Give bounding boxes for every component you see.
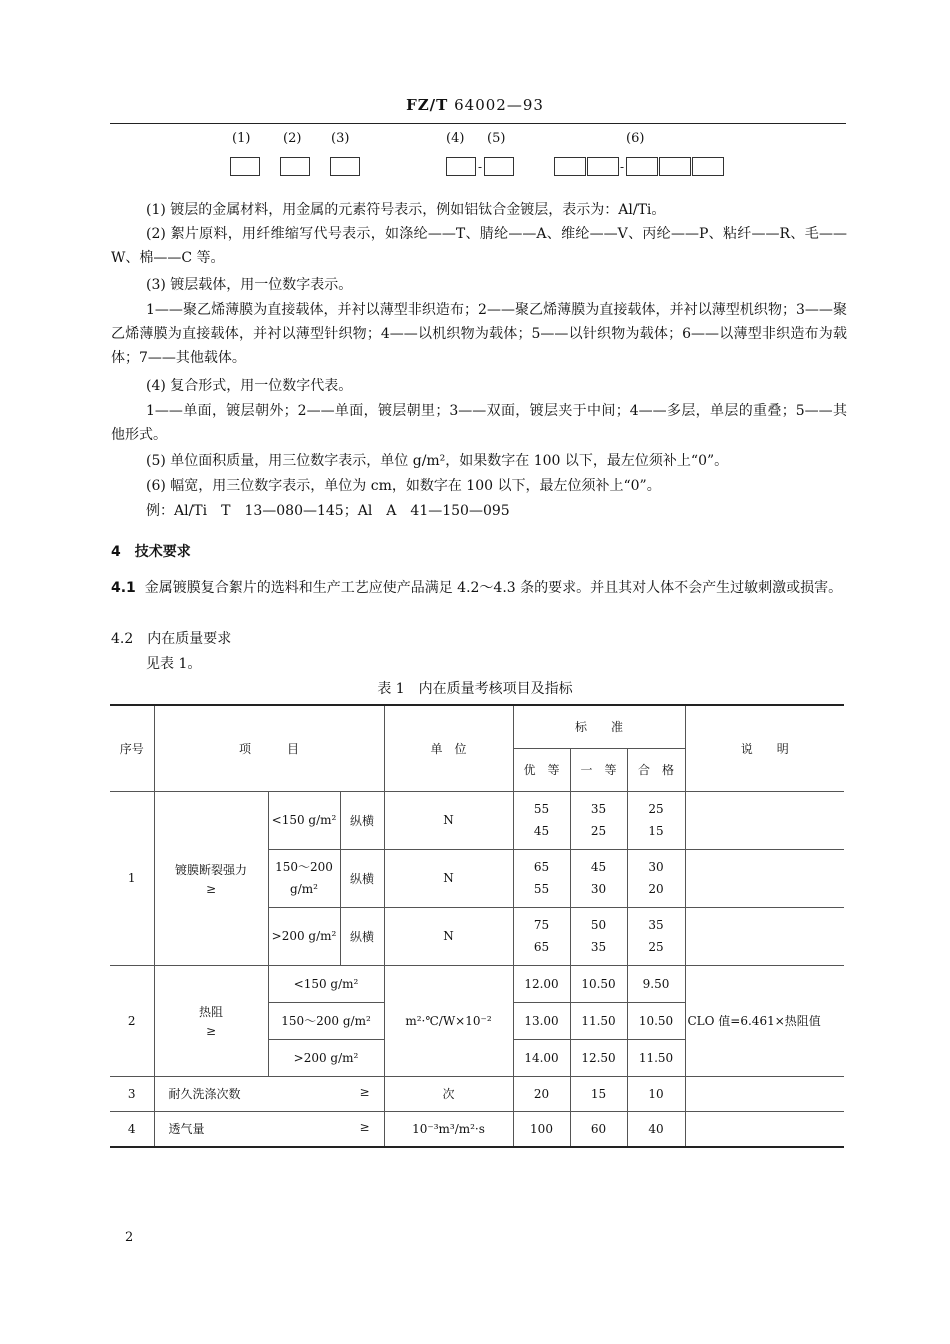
quality-table (110, 704, 844, 1148)
item-name: 镀膜断裂强力 (174, 862, 247, 877)
code-box-1 (230, 157, 260, 176)
code-separator: - (478, 160, 483, 174)
table-row (110, 1111, 844, 1147)
value: 15 (648, 824, 664, 838)
value-pass (627, 849, 685, 907)
note (685, 1111, 844, 1147)
header-item: 项 目 (154, 705, 384, 791)
unit: 次 (384, 1076, 513, 1111)
value: 30 (590, 882, 607, 896)
value-first (570, 849, 627, 907)
para-fiber-material: (2) 絮片原料，用纤维缩写代号表示，如涤纶——T、腈纶——A、维纶——V、丙纶——P、粘纤——R、毛——W、棉——C 等。 (111, 226, 847, 266)
item-name: 热阻 (198, 1005, 223, 1019)
value-first: 12.50 (570, 1039, 627, 1076)
value-pass (627, 791, 685, 849)
value-pass: 9.50 (627, 965, 685, 1002)
value: 75 (533, 918, 550, 932)
header-grade-first: 一 等 (570, 748, 627, 791)
code-box-6b (587, 157, 619, 176)
code-box-6a (554, 157, 586, 176)
note (685, 1076, 844, 1111)
row-item-name (154, 1111, 384, 1147)
value: 25 (648, 802, 664, 816)
code-box-6e (692, 157, 724, 176)
value-first (570, 907, 627, 965)
para-carrier: (3) 镀层载体，用一位数字表示。 (146, 277, 353, 293)
value-pass: 10.50 (627, 1002, 685, 1039)
header-grade-excellent: 优 等 (513, 748, 570, 791)
value-pass: 40 (627, 1111, 685, 1147)
table-row (110, 1076, 844, 1111)
code-box-4 (446, 157, 476, 176)
clause-4-1 (111, 576, 847, 600)
para-composite-options: 1——单面，镀层朝外；2——单面，镀层朝里；3——双面，镀层夹于中间；4——多层，单层的重叠；5——其他形式。 (111, 403, 847, 443)
value-first: 11.50 (570, 1002, 627, 1039)
value: 55 (533, 802, 550, 816)
see-table: 见表 1。 (146, 656, 202, 672)
clause-text: 金属镀膜复合絮片的选料和生产工艺应使产品满足 4.2～4.3 条的要求。并且其对人体不会产生过敏刺激或损害。 (144, 580, 843, 596)
value-first: 60 (570, 1111, 627, 1147)
header-grade-pass: 合 格 (627, 748, 685, 791)
table-row (110, 791, 844, 849)
value: 35 (590, 802, 607, 816)
value-excellent: 100 (513, 1111, 570, 1147)
note (685, 907, 844, 965)
value-pass: 10 (627, 1076, 685, 1111)
code-box-5 (484, 157, 514, 176)
value-excellent (513, 907, 570, 965)
row-no: 4 (110, 1111, 154, 1147)
table-row (110, 965, 844, 1002)
value: 65 (533, 860, 550, 874)
value-pass: 11.50 (627, 1039, 685, 1076)
section-heading-4: 4 技术要求 (111, 544, 191, 560)
header-unit: 单 位 (384, 705, 513, 791)
note (685, 791, 844, 849)
direction: 纵横 (340, 791, 384, 849)
value-excellent: 14.00 (513, 1039, 570, 1076)
unit: 10⁻³m³/m²·s (384, 1111, 513, 1147)
value: 45 (533, 824, 550, 838)
standard-number: 64002—93 (454, 96, 544, 114)
document-header (0, 96, 950, 114)
value-excellent (513, 849, 570, 907)
row-item-name (154, 965, 268, 1076)
code-label-4: (4) (446, 131, 465, 146)
ge-symbol: ≥ (205, 1024, 217, 1038)
code-label-1: (1) (232, 131, 251, 146)
code-label-3: (3) (331, 131, 350, 146)
unit: N (384, 849, 513, 907)
row-no: 1 (110, 791, 154, 965)
direction: 纵横 (340, 907, 384, 965)
value-excellent (513, 791, 570, 849)
para-width: (6) 幅宽，用三位数字表示，单位为 cm，如数字在 100 以下，最左位须补上“0”。 (146, 478, 661, 494)
value-excellent: 20 (513, 1076, 570, 1111)
value: 35 (648, 918, 664, 932)
code-label-6: (6) (626, 131, 645, 146)
row-item-name (154, 791, 268, 965)
header-note: 说 明 (685, 705, 844, 791)
code-separator: - (620, 160, 625, 174)
unit: m²·℃/W×10⁻² (384, 965, 513, 1076)
para-carrier-options: 1——聚乙烯薄膜为直接载体，并衬以薄型非织造布；2——聚乙烯薄膜为直接载体，并衬以薄型机织物；3——聚乙烯薄膜为直接载体，并衬以薄型针织物；4——以机织物为载体；5——以针织物为载体；6——以薄型非织造布为载体；7——其他载体。 (111, 302, 847, 366)
code-box-3 (330, 157, 360, 176)
row-no: 3 (110, 1076, 154, 1111)
para-example: 例：Al/Ti T 13—080—145；Al A 41—150—095 (146, 503, 510, 519)
ge-symbol: ≥ (205, 881, 217, 896)
condition-line: g/m² (290, 882, 318, 896)
direction: 纵横 (340, 849, 384, 907)
condition-line: 150～200 (275, 860, 333, 874)
clause-number: 4.1 (111, 580, 136, 596)
note: CLO 值=6.461×热阻值 (685, 965, 844, 1076)
value-excellent: 12.00 (513, 965, 570, 1002)
para-area-mass: (5) 单位面积质量，用三位数字表示，单位 g/m²，如果数字在 100 以下，最左位须补上“0”。 (146, 453, 729, 469)
note (685, 849, 844, 907)
value: 45 (590, 860, 607, 874)
para-composite-form: (4) 复合形式，用一位数字代表。 (146, 378, 353, 394)
value: 25 (590, 824, 607, 838)
condition: >200 g/m² (268, 907, 340, 965)
value-excellent: 13.00 (513, 1002, 570, 1039)
code-box-6c (626, 157, 658, 176)
table-caption: 表 1 内在质量考核项目及指标 (377, 681, 573, 697)
row-no: 2 (110, 965, 154, 1076)
ge-symbol: ≥ (359, 1120, 370, 1135)
value: 55 (533, 882, 550, 896)
page-number: 2 (125, 1230, 134, 1245)
ge-symbol: ≥ (359, 1085, 370, 1099)
value: 65 (533, 940, 550, 954)
code-box-2 (280, 157, 310, 176)
value: 50 (590, 918, 607, 932)
row-item-name (154, 1076, 384, 1111)
clause-4-2: 4.2 内在质量要求 (111, 631, 232, 647)
para-metal-material: (1) 镀层的金属材料，用金属的元素符号表示，例如铝钛合金镀层，表示为：Al/Ti。 (146, 202, 666, 218)
condition (268, 849, 340, 907)
unit: N (384, 791, 513, 849)
code-box-6d (659, 157, 691, 176)
code-label-5: (5) (487, 131, 506, 146)
condition: <150 g/m² (268, 965, 384, 1002)
condition: <150 g/m² (268, 791, 340, 849)
header-no: 序号 (110, 705, 154, 791)
item-name: 透气量 (168, 1122, 205, 1137)
item-name: 耐久洗涤次数 (168, 1087, 241, 1101)
value-first (570, 791, 627, 849)
header-standard: 标 准 (513, 705, 685, 748)
header-rule (110, 123, 846, 124)
value: 35 (590, 940, 607, 954)
condition: 150～200 g/m² (268, 1002, 384, 1039)
value: 25 (648, 940, 664, 954)
condition: >200 g/m² (268, 1039, 384, 1076)
standard-code: FZ/T (406, 96, 449, 114)
value-first: 15 (570, 1076, 627, 1111)
value-first: 10.50 (570, 965, 627, 1002)
value: 30 (648, 860, 664, 874)
code-label-2: (2) (283, 131, 302, 146)
value-pass (627, 907, 685, 965)
value: 20 (648, 882, 664, 896)
unit: N (384, 907, 513, 965)
